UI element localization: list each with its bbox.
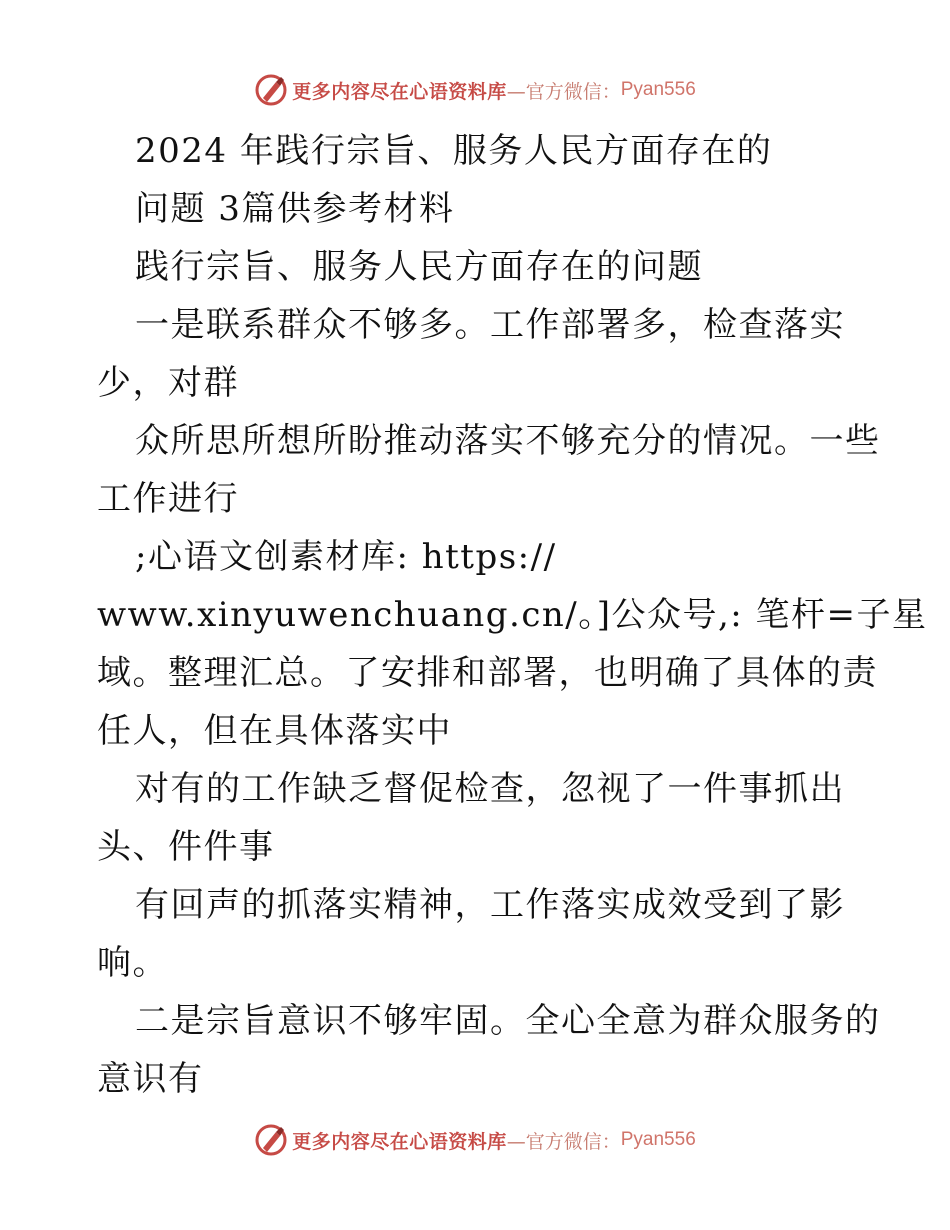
doc-paragraph-line: 二是宗旨意识不够牢固。全心全意为群众服务的 xyxy=(135,1001,881,1041)
doc-paragraph-line: 任人，但在具体落实中 xyxy=(97,711,452,751)
banner-main-text: 更多内容尽在心语资料库 xyxy=(292,80,507,103)
doc-paragraph-line: 众所思所想所盼推动落实不够充分的情况。一些 xyxy=(135,421,881,461)
doc-section-heading: 践行宗旨、服务人民方面存在的问题 xyxy=(135,247,703,287)
doc-title-line-1: 2024 年践行宗旨、服务人民方面存在的 xyxy=(135,131,773,171)
pen-logo-icon xyxy=(254,1123,288,1157)
doc-paragraph-line: www.xinyuwenchuang.cn/。]公众号,: 笔杆=子星 xyxy=(97,595,928,635)
doc-paragraph-line: 少，对群 xyxy=(97,363,239,403)
doc-paragraph-line: 响。 xyxy=(97,943,168,983)
doc-paragraph-line: 工作进行 xyxy=(97,479,239,519)
doc-title-line-2: 问题 3篇供参考材料 xyxy=(135,189,455,229)
doc-paragraph-line: 头、件件事 xyxy=(97,827,275,867)
banner-wechat-id: Pyan556 xyxy=(620,1129,696,1150)
doc-paragraph-line: 域。整理汇总。了安排和部署，也明确了具体的责 xyxy=(97,653,878,693)
banner-main-text: 更多内容尽在心语资料库 xyxy=(292,1130,507,1153)
pen-logo-icon xyxy=(254,73,288,107)
doc-paragraph-line: 有回声的抓落实精神，工作落实成效受到了影 xyxy=(135,885,845,925)
banner-wechat-label: —官方微信： xyxy=(506,80,621,103)
banner-wechat-id: Pyan556 xyxy=(620,79,696,100)
doc-paragraph-line: ;心语文创素材库: https:// xyxy=(135,537,557,577)
header-banner xyxy=(0,70,950,110)
footer-banner xyxy=(0,1120,950,1160)
doc-paragraph-line: 对有的工作缺乏督促检查，忽视了一件事抓出 xyxy=(135,769,845,809)
doc-paragraph-line: 意识有 xyxy=(97,1059,204,1099)
banner-wechat-label: —官方微信： xyxy=(506,1130,621,1153)
doc-paragraph-line: 一是联系群众不够多。工作部署多，检查落实 xyxy=(135,305,845,345)
